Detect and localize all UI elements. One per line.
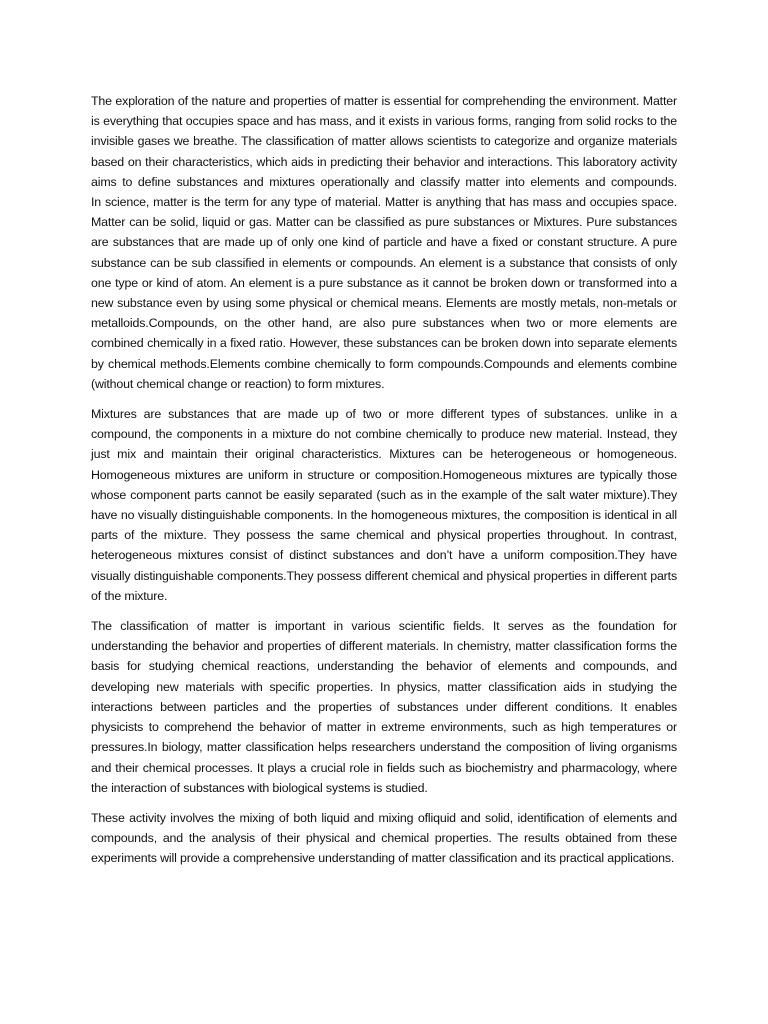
- paragraph-introduction: [91, 91, 677, 394]
- document-body: [91, 91, 677, 879]
- paragraph-introduction-lead: The exploration of the nature and properties of matter is essential for comprehending the environment. Matter is everything that occupies space and has mass, and it exists in various forms, ranging from solid rocks to the invisible gases we breathe. The classification of matter allows scientists to categorize and organize materials based on their characteristics, which aids in predicting their behavior and interactions. This laboratory activity aims to define substances and mixtures operationally and classify matter into elements and compounds.: [91, 94, 677, 189]
- paragraph-mixtures: Mixtures are substances that are made up of two or more different types of substances. unlike in a compound, the components in a mixture do not combine chemically to produce new material. Instead, they just mix and maintain their original characteristics. Mixtures can be heterogeneous or homogeneous. Homogeneous mixtures are uniform in structure or composition.Homogeneous mixtures are typically those whose component parts cannot be easily separated (such as in the example of the salt water mixture).They have no visually distinguishable components. In the homogeneous mixtures, the composition is identical in all parts of the mixture. They possess the same chemical and physical properties throughout. In contrast, heterogeneous mixtures consist of distinct substances and don’t have a uniform composition.They have visually distinguishable components.They possess different chemical and physical properties in different parts of the mixture.: [91, 407, 677, 603]
- paragraph-activity: These activity involves the mixing of both liquid and mixing ofliquid and solid, identification of elements and compounds, and the analysis of their physical and chemical properties. The results obtained from these experiments will provide a comprehensive understanding of matter classification and its practical applications.: [91, 810, 677, 866]
- paragraph-importance: The classification of matter is important in various scientific fields. It serves as the foundation for understanding the behavior and properties of different materials. In chemistry, matter classification forms the basis for studying chemical reactions, understanding the behavior of elements and compounds, and developing new materials with specific properties. In physics, matter classification aids in studying the interactions between particles and the properties of substances under different conditions. It enables physicists to comprehend the behavior of matter in extreme environments, such as high temperatures or pressures.In biology, matter classification helps researchers understand the composition of living organisms and their chemical processes. It plays a crucial role in fields such as biochemistry and pharmacology, where the interaction of substances with biological systems is studied.: [91, 619, 677, 795]
- paragraph-introduction-body: In science, matter is the term for any type of material. Matter is anything that has mass and occupies space. Matter can be solid, liquid or gas. Matter can be classified as pure substances or Mixtures. Pure substances are substances that are made up of only one kind of particle and have a fixed or constant structure. A pure substance can be sub classified in elements or compounds. An element is a substance that consists of only one type or kind of atom. An element is a pure substance as it cannot be broken down or transformed into a new substance even by using some physical or chemical means. Elements are mostly metals, non-metals or metalloids.Compounds, on the other hand, are also pure substances when two or more elements are combined chemically in a fixed ratio. However, these substances can be broken down into separate elements by chemical methods.Elements combine chemically to form compounds.Compounds and elements combine (without chemical change or reaction) to form mixtures.: [91, 195, 677, 391]
